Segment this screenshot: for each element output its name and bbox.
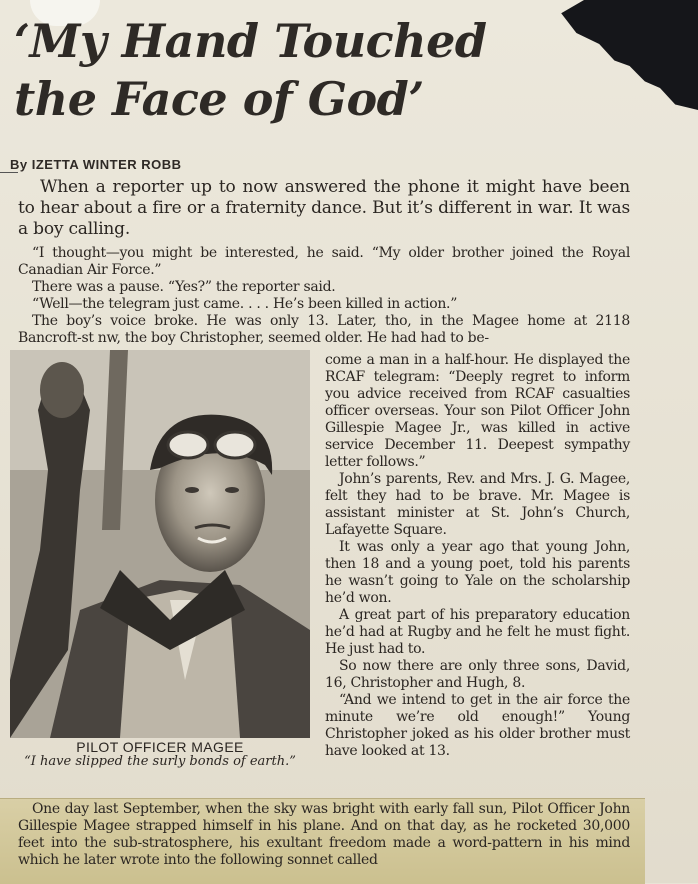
paragraph-pause: There was a pause. “Yes?” the reporter said. — [32, 279, 336, 295]
headline — [14, 12, 574, 128]
paragraph-voice-broke: The boy’s voice broke. He was only 13. Later, tho, in the Magee home at 2118 Bancroft-st nw, the boy Christopher, seemed older. He had had to be- — [18, 313, 630, 346]
paragraph-rugby: A great part of his preparatory education he’d had at Rugby and he felt he must fight. He just had to. — [325, 607, 630, 657]
byline: By IZETTA WINTER ROBB — [10, 157, 182, 172]
paragraph-parents: John’s parents, Rev. and Mrs. J. G. Magee, felt they had to be brave. Mr. Magee is assistant minister at St. John’s Church, Lafayette Square. — [325, 471, 630, 538]
lead-paragraph: When a reporter up to now answered the phone it might have been to hear about a fire or a fraternity dance. But it’s different in war. It was a boy calling. — [18, 177, 630, 239]
pilot-portrait-image — [10, 350, 310, 738]
paragraph-three-sons: So now there are only three sons, David, 16, Christopher and Hugh, 8. — [325, 658, 630, 691]
highlighted-closing-section — [0, 798, 645, 884]
paragraph-closing: One day last September, when the sky was bright with early fall sun, Pilot Officer John Gillespie Magee strapped himself in his plane. And on that day, as he rocketed 30,000 feet into the sub-stratosphere, his exultant freedom made a word-pattern in his mind which he later wrote into the following sonnet called — [18, 801, 630, 868]
photo-caption-title: PILOT OFFICER MAGEE — [76, 739, 244, 755]
byline-rule — [0, 172, 18, 173]
paragraph-telegram: “Well—the telegram just came. . . . He’s been killed in action.” — [32, 296, 458, 312]
photo-caption-quote: “I have slipped the surly bonds of earth.” — [24, 754, 296, 769]
right-column — [325, 352, 630, 760]
paragraph-air-force: “And we intend to get in the air force the minute we’re old enough!” Young Christopher joked as his older brother must have looked at 13. — [325, 692, 630, 759]
paragraph-rcaf-telegram: come a man in a half-hour. He displayed the RCAF telegram: “Deeply regret to inform you advice received from RCAF casualties officer overseas. Your son Pilot Officer John Gillespie Magee Jr., was killed in active service December 11. Deepest sympathy letter follows.” — [325, 352, 630, 470]
paragraph-yale: It was only a year ago that young John, then 18 and a young poet, told his parents he wasn’t going to Yale on the scholarship he’d won. — [325, 539, 630, 606]
headline-line-2: the Face of God’ — [14, 72, 424, 126]
paragraph-quote-1: “I thought—you might be interested, he said. “My older brother joined the Royal Canadian Air Force.” — [18, 245, 630, 278]
headline-line-1: ‘My Hand Touched — [14, 14, 487, 68]
pilot-photo — [10, 350, 310, 738]
